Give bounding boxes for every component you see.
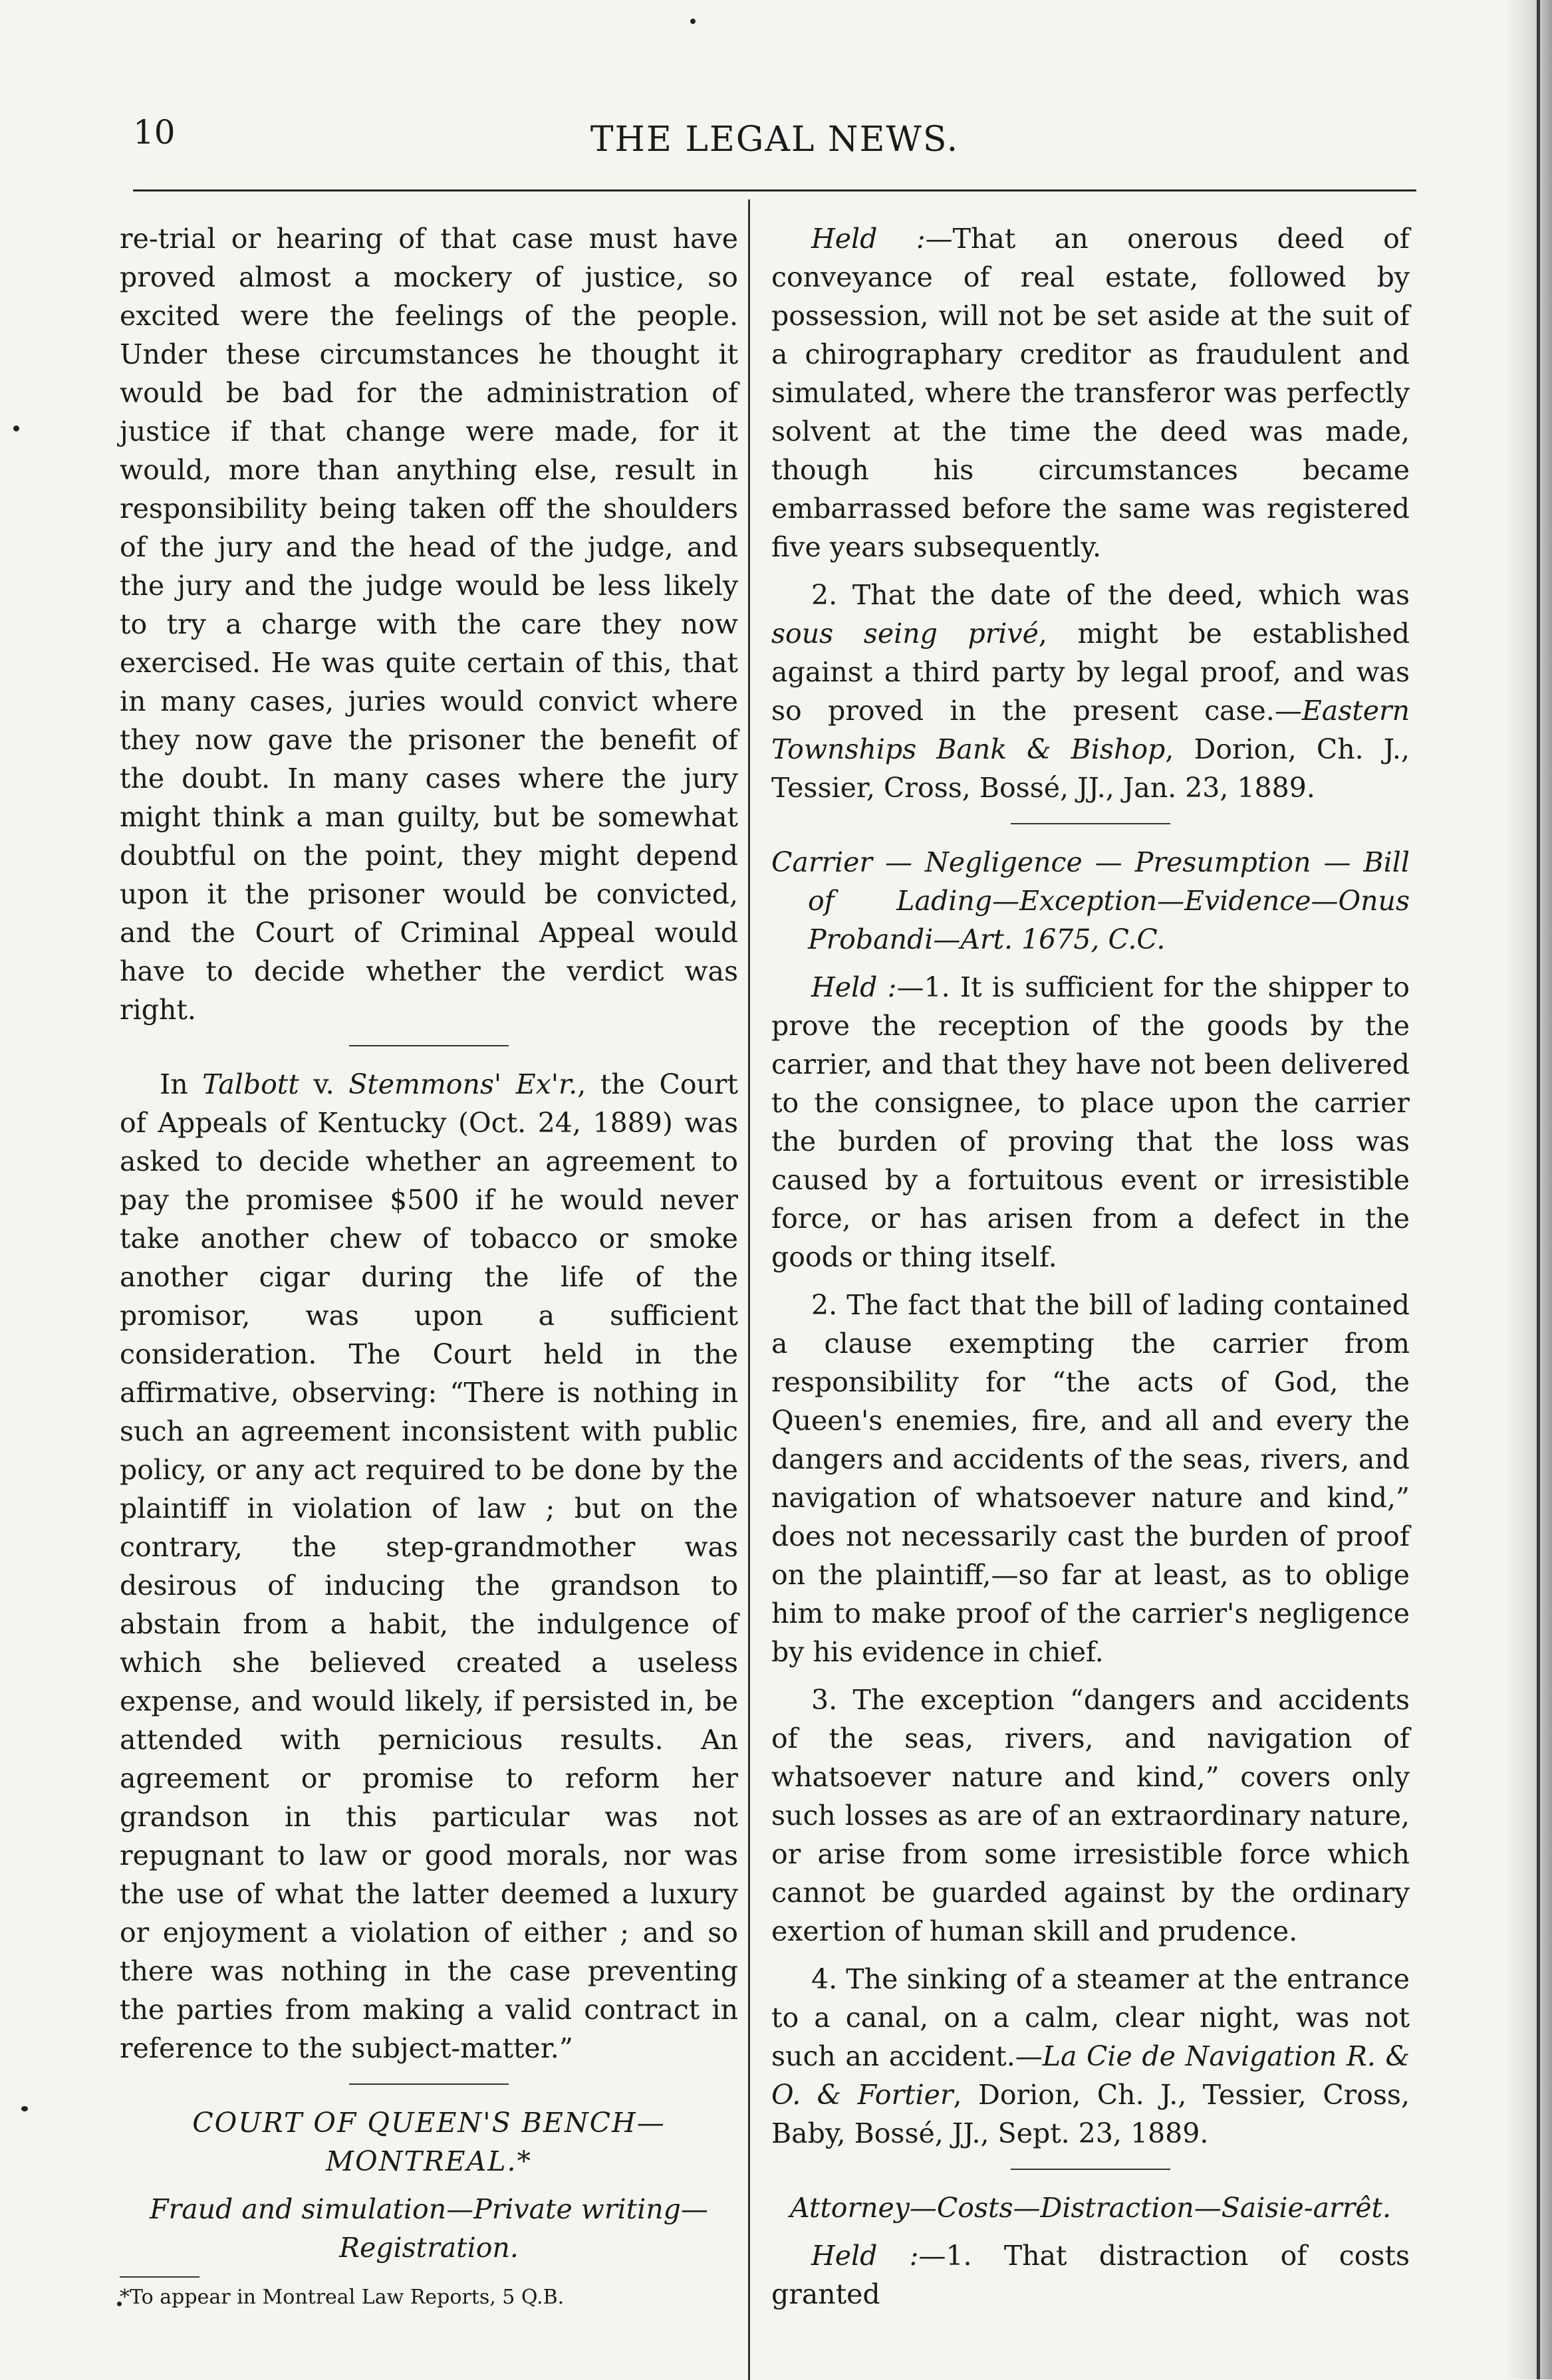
page-edge-line — [1537, 0, 1540, 2379]
text-run: v. — [299, 1068, 349, 1100]
case-name: La Cie de Navigation R. & O. & Fortier — [771, 2040, 1410, 2111]
held-label: Held : — [811, 971, 897, 1003]
column-divider — [748, 199, 750, 2380]
case-name: Eastern Townships Bank & Bishop — [771, 695, 1410, 765]
case-name: Talbott — [202, 1068, 299, 1100]
ink-speck — [21, 2106, 28, 2111]
footnote: *To appear in Montreal Law Reports, 5 Q.B. — [120, 2286, 565, 2309]
text-run: 4. The sinking of a steamer at the entrance to a canal, on a calm, clear night, was not such an accident.— — [771, 1963, 1410, 2072]
holding-paragraph — [771, 968, 1410, 1276]
text-run: , Dorion, Ch. J., Tessier, Cross, Baby, Bossé, JJ., Sept. 23, 1889. — [771, 2079, 1410, 2149]
section-rule — [349, 1045, 509, 1046]
page-edge-shadow — [1505, 0, 1552, 2379]
subject-heading: Fraud and simulation—Private writing—Registration. — [150, 2193, 708, 2264]
holding-paragraph — [771, 2236, 1410, 2314]
text-run: , might be established against a third party by legal proof, and was so proved in the present case.— — [771, 618, 1410, 727]
right-column — [771, 219, 1410, 2323]
court-heading: COURT OF QUEEN'S BENCH—MONTREAL.* — [192, 2107, 666, 2177]
holding-paragraph — [771, 576, 1410, 807]
held-label: Held : — [811, 223, 926, 255]
subject-heading: Carrier — Negligence — Presumption — Bill of Lading—Exception—Evidence—Onus Probandi—Art. 1675, C.C. — [771, 846, 1410, 955]
left-column — [120, 219, 738, 2320]
running-title: THE LEGAL NEWS. — [590, 120, 960, 160]
case-name: Stemmons' Ex'r. — [348, 1068, 578, 1100]
subject-heading: Attorney—Costs—Distraction—Saisie-arrêt. — [789, 2192, 1392, 2224]
holding-paragraph — [771, 1960, 1410, 2153]
section-rule — [1011, 823, 1170, 824]
footnote-rule — [120, 2276, 199, 2278]
holding-paragraph: 2. The fact that the bill of lading contained a clause exempting the carrier from responsibility for “the acts of God, the Queen's enemies, fire, and all and every the dangers and accidents of the seas, rivers, and navigation of whatsoever nature and kind,” does not necessarily cast the burden of proof on the plaintiff,—so far at least, as to oblige him to make proof of the carrier's negligence by his evidence in chief. — [771, 1289, 1410, 1668]
section-rule — [349, 2083, 509, 2085]
text-run: , Dorion, Ch. J., Tessier, Cross, Bossé, JJ., Jan. 23, 1889. — [771, 733, 1410, 804]
header-rule — [133, 189, 1416, 191]
text-run: —1. That distraction of costs granted — [771, 2240, 1410, 2310]
text-run: , the Court of Appeals of Kentucky (Oct. 24, 1889) was asked to decide whether an agreement to pay the promisee $500 if he would never take another chew of tobacco or smoke another cigar during the life of the promisor, was upon a sufficient consideration. The Court held in the affirmative, observing: “There is nothing in such an agreement inconsistent with public policy, or any act required to be done by the plaintiff in violation of law ; but on the contrary, the step-grandmother was desirous of inducing the grandson to abstain from a habit, the indulgence of which she believed created a useless expense, and would likely, if persisted in, be attended with pernicious results. An agreement or promise to reform her grandson in this particular was not repugnant to law or good morals, nor was the use of what the latter deemed a luxury or enjoyment a violation of either ; and so there was nothing in the case preventing the parties from making a valid contract in reference to the subject-matter.” — [120, 1068, 738, 2064]
text-run: —That an onerous deed of conveyance of real estate, followed by possession, will not be set aside at the suit of a chirographary creditor as fraudulent and simulated, where the transferor was perfectly solvent at the time the deed was made, though his circumstances became embarrassed before the same was registered five years subsequently. — [771, 223, 1410, 563]
ink-speck — [690, 19, 696, 24]
held-label: Held : — [811, 2240, 919, 2272]
article-paragraph: re-trial or hearing of that case must have proved almost a mockery of justice, so excited were the feelings of the people. Under these circumstances he thought it would be bad for the administration of justice if that change were made, for it would, more than anything else, result in responsibility being taken off the shoulders of the jury and the head of the judge, and the jury and the judge would be less likely to try a charge with the care they now exercised. He was quite certain of this, that in many cases, juries would convict where they now gave the prisoner the benefit of the doubt. In many cases where the jury might think a man guilty, but be somewhat doubtful on the point, they might depend upon it the prisoner would be convicted, and the Court of Criminal Appeal would have to decide whether the verdict was right. — [120, 223, 738, 1026]
holding-paragraph: 3. The exception “dangers and accidents of the seas, rivers, and navigation of whatsoever nature and kind,” covers only such losses as are of an extraordinary nature, or arise from some irresistible force which cannot be guarded against by the ordinary exertion of human skill and prudence. — [771, 1684, 1410, 1947]
ink-speck — [13, 425, 19, 431]
text-run: —1. It is sufficient for the shipper to prove the reception of the goods by the carrier, and that they have not been delivered to the consignee, to place upon the carrier the burden of proving that the loss was caused by a fortuitous event or irresistible force, or has arisen from a defect in the goods or thing itself. — [771, 971, 1410, 1273]
holding-paragraph — [771, 219, 1410, 566]
page-number: 10 — [133, 113, 176, 152]
page-header — [133, 113, 1416, 166]
latin-term: sous seing privé — [771, 618, 1039, 650]
article-paragraph — [120, 1065, 738, 2068]
section-rule — [1011, 2169, 1170, 2170]
text-run: 2. That the date of the deed, which was — [811, 579, 1410, 611]
text-run: In — [160, 1068, 203, 1100]
